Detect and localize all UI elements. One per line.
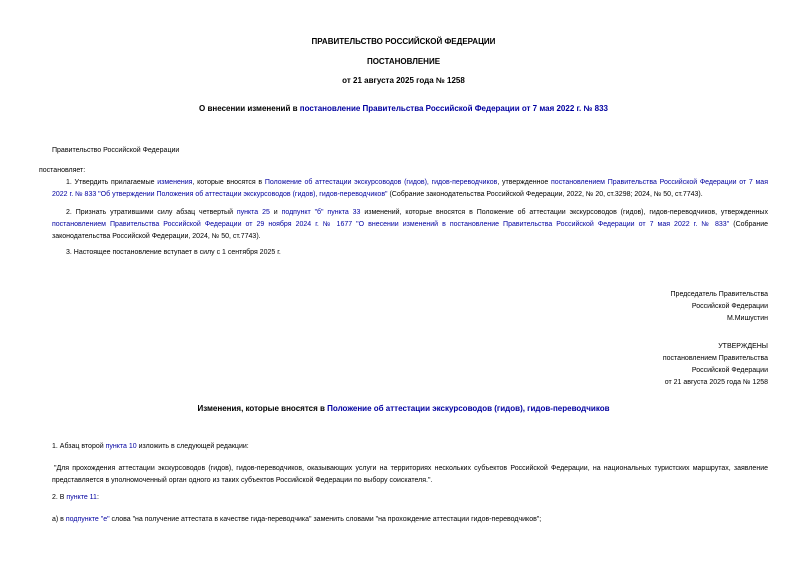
signature-country: Российской Федерации <box>691 303 768 310</box>
item2-link[interactable]: пункте 11 <box>66 494 97 501</box>
change-item-2 <box>52 494 99 501</box>
item2a-text-b: слова "на получение аттестата в качестве гида-переводчика" заменить словами "на прохождение аттестации гидов-переводчиков"; <box>109 516 542 523</box>
approval-date: от 21 августа 2025 года № 1258 <box>664 379 768 386</box>
changes-title <box>0 404 807 413</box>
signature-name: М.Мишустин <box>726 315 768 322</box>
paragraph-3: 3. Настоящее постановление вступает в силу с 1 сентября 2025 г. <box>66 249 281 256</box>
p2-link-resolution[interactable]: постановлением Правительства Российской Федерации от 29 ноября 2024 г. № 1677 "О внесении изменений в постановление Правительства Российской Федерации от 7 мая 2022 г. № 833" <box>52 221 730 228</box>
approval-title: УТВЕРЖДЕНЫ <box>718 343 768 350</box>
document-date: от 21 августа 2025 года № 1258 <box>342 76 465 85</box>
p1-text-b: , которые вносятся в <box>192 179 265 186</box>
change-item-1-quote: "Для прохождения аттестации экскурсоводов (гидов), гидов-переводчиков, оказывающих услуги на территориях нескольких субъектов Российской Федерации, на национальных туристских маршрутах, заявление представляется в уполномоченный орган одного из таких субъектов Российской Федерации по выбору соискателя.". <box>52 465 768 484</box>
item2a-text-a: а) в <box>52 516 66 523</box>
issuer: Правительство Российской Федерации <box>52 147 180 154</box>
item2a-link[interactable]: подпункте "е" <box>65 516 110 523</box>
government-title: ПРАВИТЕЛЬСТВО РОССИЙСКОЙ ФЕДЕРАЦИИ <box>311 37 496 46</box>
item2-text-b: : <box>96 494 99 501</box>
p2-text-a: 2. Признать утратившими силу абзац четвертый <box>66 209 237 216</box>
subject-link[interactable]: постановление Правительства Российской Федерации от 7 мая 2022 г. № 833 <box>299 104 608 113</box>
approval-block <box>663 341 768 389</box>
item1-link[interactable]: пункта 10 <box>105 443 137 450</box>
document-subject <box>0 104 807 113</box>
p1-text-c: , утвержденное <box>497 179 552 186</box>
p1-text-a: 1. Утвердить прилагаемые <box>66 179 158 186</box>
p2-text-d: (Собрание законодательства Российской Федерации, 2024, № 50, ст.7743). <box>52 221 768 240</box>
item1-text-b: изложить в следующей редакции: <box>136 443 249 450</box>
approval-by: постановлением Правительства <box>662 355 768 362</box>
p2-link-item33[interactable]: подпункт "б" пункта 33 <box>281 209 361 216</box>
p2-text-c: изменений, которые вносятся в Положение об аттестации экскурсоводов (гидов), гидов-переводчиков, утвержденных <box>360 209 768 216</box>
p2-link-item25[interactable]: пункта 25 <box>236 209 270 216</box>
subject-prefix: О внесении изменений в <box>199 104 300 113</box>
p2-text-b: и <box>269 209 282 216</box>
p1-link-resolution[interactable]: постановлением Правительства Российской Федерации от 7 мая 2022 г. № 833 "Об утверждении Положения об аттестации экскурсоводов (гидов), гидов-переводчиков" <box>52 179 768 198</box>
item2-text-a: 2. В <box>52 494 67 501</box>
changes-title-prefix: Изменения, которые вносятся в <box>197 404 328 413</box>
document-type: ПОСТАНОВЛЕНИЕ <box>366 57 441 66</box>
p1-text-d: (Собрание законодательства Российской Федерации, 2022, № 20, ст.3298; 2024, № 50, ст.7743). <box>387 191 703 198</box>
change-item-2a <box>52 516 541 523</box>
paragraph-1 <box>52 177 768 201</box>
signature-block <box>671 289 768 325</box>
p1-link-regulation[interactable]: Положение об аттестации экскурсоводов (гидов), гидов-переводчиков <box>264 179 498 186</box>
decides: постановляет: <box>39 167 86 174</box>
paragraph-2 <box>52 207 768 243</box>
item1-text-a: 1. Абзац второй <box>52 443 106 450</box>
change-item-1 <box>52 443 249 450</box>
p1-link-changes[interactable]: изменения <box>157 179 193 186</box>
changes-title-link[interactable]: Положение об аттестации экскурсоводов (гидов), гидов-переводчиков <box>327 404 610 413</box>
signature-position: Председатель Правительства <box>670 291 768 298</box>
approval-country: Российской Федерации <box>691 367 768 374</box>
